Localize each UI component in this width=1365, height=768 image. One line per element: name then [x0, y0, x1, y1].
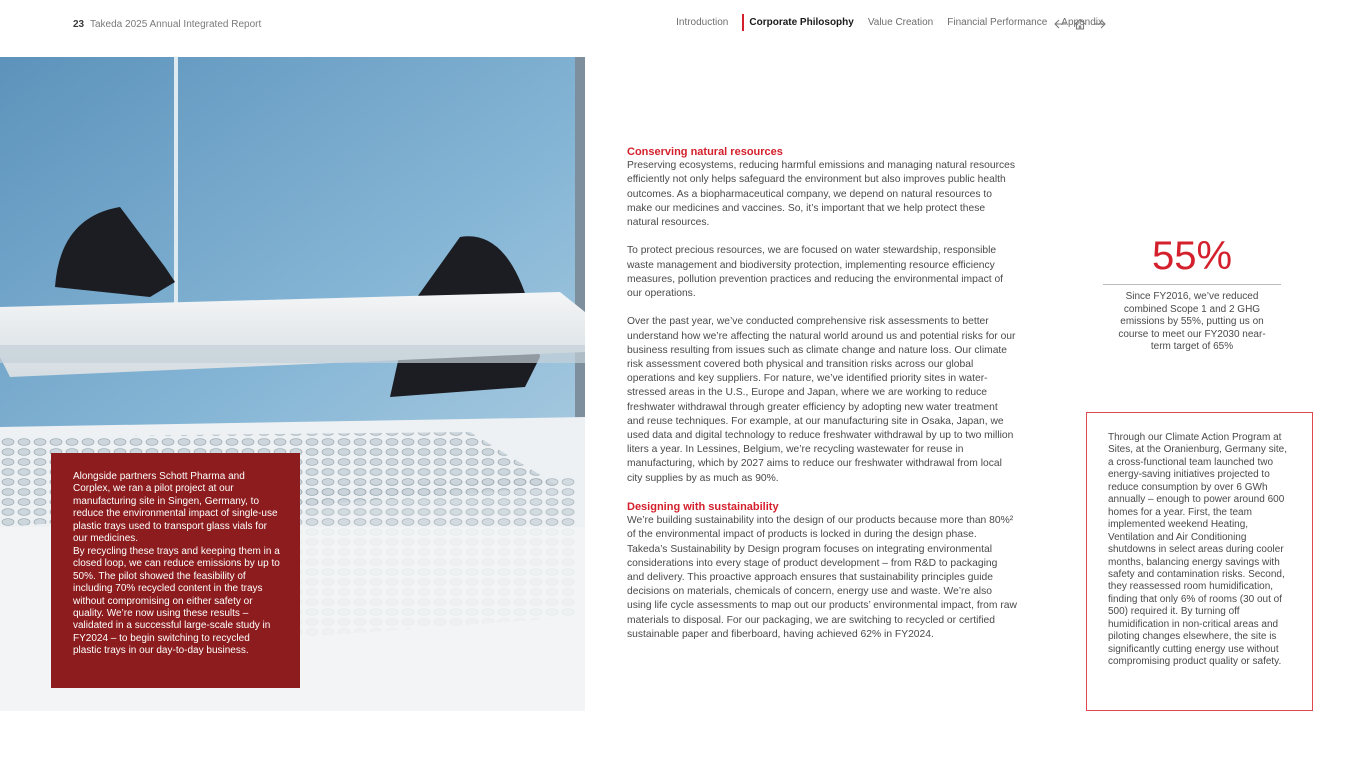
heading-designing-sustainability: Designing with sustainability — [627, 501, 779, 514]
nav-financial-performance[interactable]: Financial Performance — [947, 17, 1048, 28]
nav-value-creation[interactable]: Value Creation — [867, 17, 934, 28]
nav-corporate-philosophy[interactable]: Corporate Philosophy — [742, 17, 853, 28]
stat-divider — [1103, 284, 1281, 285]
climate-action-callout: Through our Climate Action Program at Sites, at the Oranienburg, Germany site, a cross-functional team launched two energy-saving initiatives projected to reduce consumption by over 6 GWh annually – enough to power around 600 homes for a year. First, the team implemented weekend Heating, Ventilation and Air Conditioning shutdowns in select areas during cooler months, balancing energy savings with safety and contamination risks. Second, they reassessed room humidification, finding that only 6% of rooms (30 out of 500) required it. By turning off humidification in non-critical areas and piloting changes elsewhere, the site is significantly cutting energy use without compromising product quality or safety. — [1086, 412, 1313, 711]
emissions-stat — [1103, 230, 1281, 354]
arrow-right-icon[interactable] — [1093, 17, 1107, 31]
paragraph-risk-assessments: Over the past year, we’ve conducted comprehensive risk assessments to better understand how we’re affecting the natural world around us and potential risks for our business resulting from issues such as climate change and nature loss. Our climate risk assessment covered both physical and transition risks across our global operations and key suppliers. For nature, we’ve identified priority sites in water-stressed areas in the U.S., Europe and Japan, where we are working to reduce freshwater withdrawal through greater efficiency by adopting new water treatment and reuse techniques. For example, at our manufacturing site in Osaka, Japan, we used data and digital technology to reduce freshwater withdrawal by up to two million liters a year. In Lessines, Belgium, we’re recycling wastewater for reuse in manufacturing, which by 2027 aims to reduce our freshwater withdrawal from local city supplies by as much as 90%. — [627, 316, 1016, 484]
pilot-callout-text-1: Alongside partners Schott Pharma and Corplex, we ran a pilot project at our manufacturing site in Singen, Germany, to reduce the environmental impact of single-use plastic trays used to transport glass vials for our medicines. — [73, 471, 278, 545]
heading-conserving-resources: Conserving natural resources — [627, 146, 783, 158]
nav-appendix[interactable]: Appendix — [1061, 17, 1103, 28]
main-text-column — [627, 145, 1017, 642]
home-icon[interactable] — [1073, 17, 1087, 31]
arrow-left-icon[interactable] — [1053, 17, 1067, 31]
stat-value: 55% — [1151, 234, 1233, 278]
page-header — [0, 0, 1365, 50]
stat-description: Since FY2016, we’ve reduced combined Scope 1 and 2 GHG emissions by 55%, putting us on course to meet our FY2030 near-term target of 65% — [1118, 291, 1266, 352]
page-number: 23 — [73, 19, 85, 30]
paragraph-protect-resources: To protect precious resources, we are focused on water stewardship, responsible waste management and biodiversity protection, implementing resource efficiency measures, pollution prevention practices and reducing the environmental impact of our operations. — [627, 245, 1004, 300]
paragraph-sustainability-design: We’re building sustainability into the design of our products because more than 80%² of the environmental impact of products is locked in during the design phase. Takeda’s Sustainability by Design program focuses on integrating environmental considerations into every stage of product development – from R&D to packaging and delivery. This proactive approach ensures that sustainability principles guide decisions on materials, chemicals of concern, energy use and waste. We’re also using life cycle assessments to map out our products’ environmental impact, from raw materials to disposal. For our packaging, we are switching to recycled or certified sustainable paper and fiberboard, having achieved 62% in FY2024. — [627, 515, 1017, 640]
pilot-callout-text-2: By recycling these trays and keeping them in a closed loop, we can reduce emissions by up to 50%. The pilot showed the feasibility of including 70% recycled content in the trays without compromising on either safety or quality. We’re now using these results – validated in a successful large-scale study in FY2024 – to begin switching to recycled plastic trays in our day-to-day business. — [73, 545, 280, 657]
paragraph-ecosystems: Preserving ecosystems, reducing harmful emissions and managing natural resources efficiently not only helps safeguard the environment but also improves public health outcomes. As a biopharmaceutical company, we depend on natural resources to make our medicines and vaccines. So, it’s important that we help protect these natural resources. — [627, 160, 1016, 229]
report-title: Takeda 2025 Annual Integrated Report — [90, 19, 262, 30]
section-nav — [676, 17, 1103, 28]
page-nav-icons — [1053, 17, 1113, 31]
pilot-project-callout — [51, 453, 300, 688]
nav-introduction[interactable]: Introduction — [676, 17, 729, 28]
